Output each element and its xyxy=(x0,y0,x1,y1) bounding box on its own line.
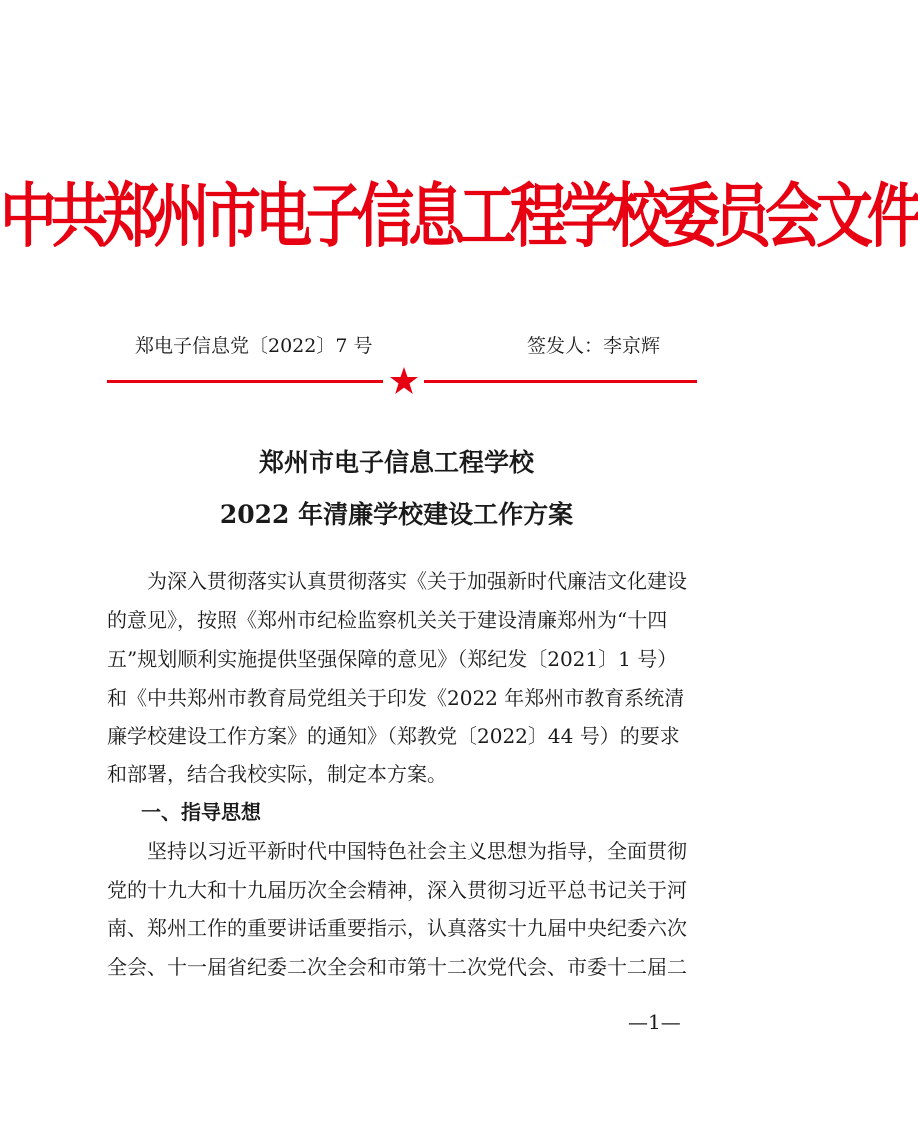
document-title-line-1: 郑州市电子信息工程学校 xyxy=(258,448,534,477)
paragraph-line: 的意见》，按照《郑州市纪检监察机关关于建设清廉郑州为“十四 xyxy=(107,608,668,632)
paragraph-line: 和部署，结合我校实际，制定本方案。 xyxy=(107,762,447,786)
masthead-title: 中共郑州市电子信息工程学校委员会文件 xyxy=(0,176,918,258)
paragraph-line: 南、郑州工作的重要讲话重要指示，认真落实十九届中央纪委六次 xyxy=(107,916,687,940)
paragraph-line: 坚持以习近平新时代中国特色社会主义思想为指导，全面贯彻 xyxy=(107,839,687,863)
issuer-signature: 签发人：李京辉 xyxy=(527,335,661,357)
red-divider-right xyxy=(424,380,697,383)
paragraph-line: 和《中共郑州市教育局党组关于印发《2022 年郑州市教育系统清 xyxy=(107,686,685,710)
section-heading: 一、指导思想 xyxy=(141,800,261,824)
star-icon xyxy=(389,366,419,396)
page-number: —1— xyxy=(628,1010,681,1034)
paragraph-line: 廉学校建设工作方案》的通知》（郑教党〔2022〕44 号）的要求 xyxy=(107,724,680,748)
document-title-line-2: 2022 年清廉学校建设工作方案 xyxy=(219,500,574,529)
paragraph-line: 全会、十一届省纪委二次全会和市第十二次党代会、市委十二届二 xyxy=(107,955,687,979)
paragraph-line: 五”规划顺利实施提供坚强保障的意见》（郑纪发〔2021〕1 号） xyxy=(107,647,678,671)
document-number: 郑电子信息党〔2022〕7 号 xyxy=(135,335,373,357)
paragraph-line: 党的十九大和十九届历次全会精神，深入贯彻习近平总书记关于河 xyxy=(107,878,687,902)
red-divider-left xyxy=(107,380,383,383)
paragraph-line: 为深入贯彻落实认真贯彻落实《关于加强新时代廉洁文化建设 xyxy=(107,569,687,593)
